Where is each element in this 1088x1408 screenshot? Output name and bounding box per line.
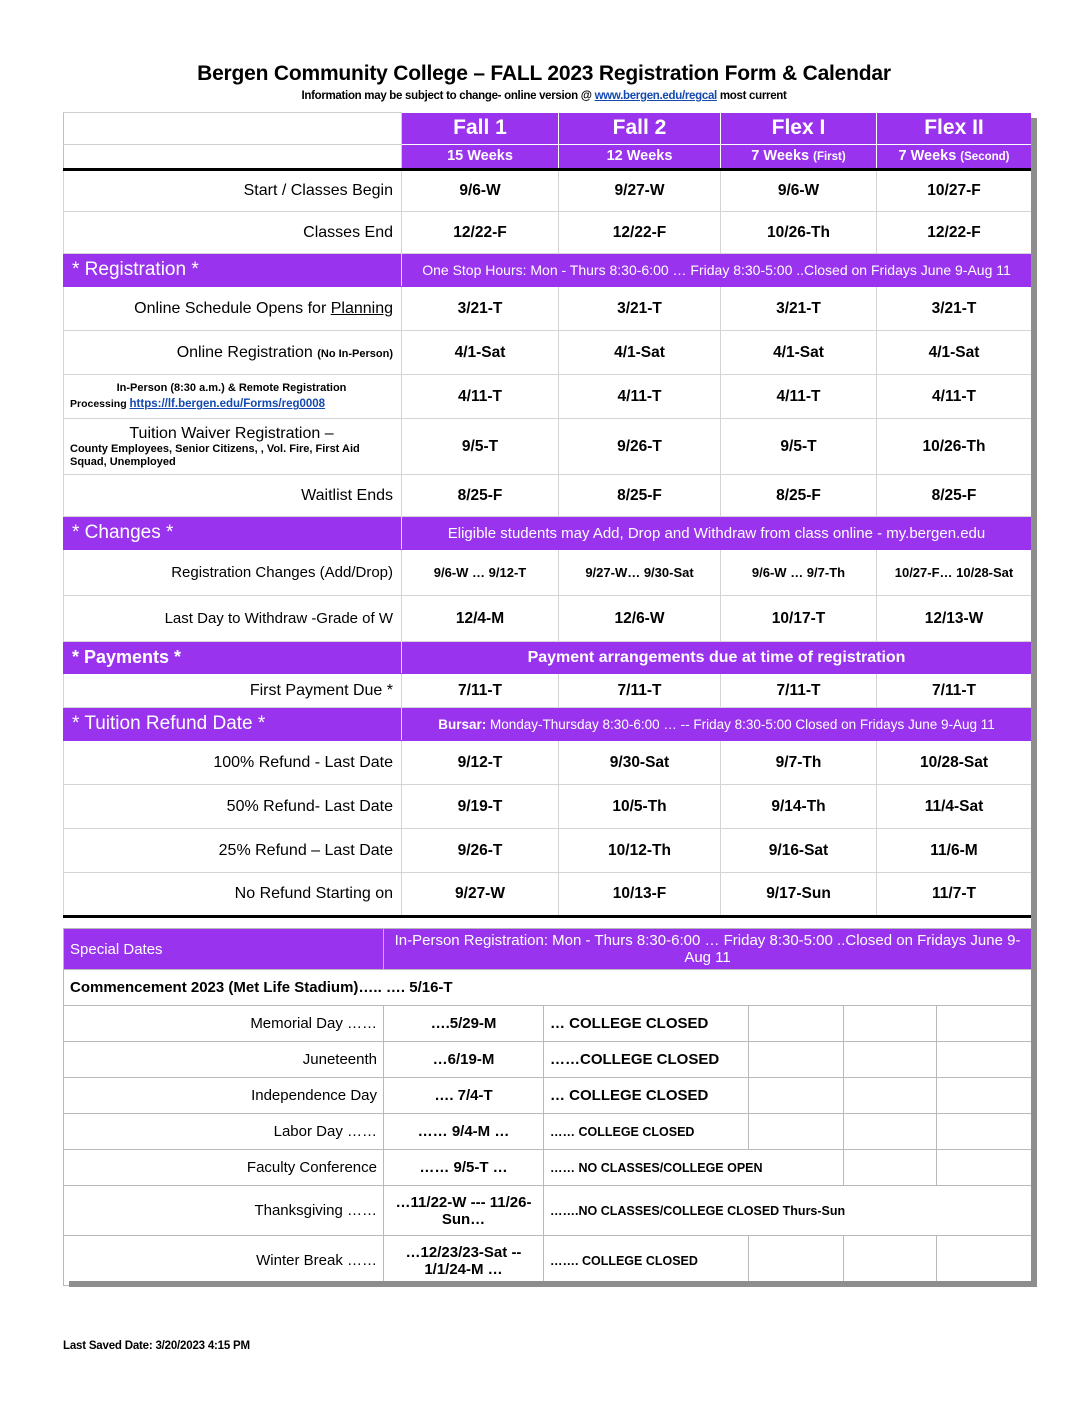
- payment-flex2: 7/11-T: [877, 674, 1032, 708]
- table-row-juneteenth: [64, 1042, 1032, 1078]
- payment-fall2: 7/11-T: [559, 674, 721, 708]
- spacer-cell-faculty-2: [937, 1150, 1032, 1186]
- term-header-flex2: Flex II: [877, 113, 1032, 145]
- special-dates-grid: [63, 928, 1032, 1286]
- weeks-flex1-note: (First): [813, 151, 846, 163]
- special-note-juneteenth: ……COLLEGE CLOSED: [544, 1042, 749, 1078]
- special-note-memorial-day: … COLLEGE CLOSED: [544, 1006, 749, 1042]
- spacer-cell-labor-3: [937, 1114, 1032, 1150]
- table-shadow-bottom: [69, 1281, 1037, 1287]
- online-reg-fall1: 4/1-Sat: [402, 331, 559, 375]
- end-fall1: 12/22-F: [402, 212, 559, 254]
- row-label-no-refund: No Refund Starting on: [64, 873, 402, 917]
- spacer-cell-indep-2: [844, 1078, 937, 1114]
- weeks-flex1-main: 7 Weeks: [751, 148, 814, 164]
- waiver-fall1: 9/5-T: [402, 419, 559, 475]
- special-dates-table: [63, 928, 1031, 1286]
- table-row-refund-25: [64, 829, 1032, 873]
- table-row-memorial-day: [64, 1006, 1032, 1042]
- changes-banner-row: [64, 517, 1032, 550]
- row-label-refund-25: 25% Refund – Last Date: [64, 829, 402, 873]
- withdraw-flex2: 12/13-W: [877, 596, 1032, 642]
- special-note-labor-day: …… COLLEGE CLOSED: [544, 1114, 749, 1150]
- special-label-thanksgiving: Thanksgiving ……: [64, 1186, 384, 1236]
- table-row-refund-100: [64, 741, 1032, 785]
- special-note-winter-break: ……. COLLEGE CLOSED: [544, 1236, 749, 1286]
- payments-banner-text: Payment arrangements due at time of registration: [402, 642, 1032, 674]
- waiver-main: Tuition Waiver Registration –: [129, 424, 334, 442]
- special-label-memorial-day: Memorial Day ……: [64, 1006, 384, 1042]
- refund-bursar-hours: Monday-Thursday 8:30-6:00 … -- Friday 8:30-5:00 Closed on Fridays June 9-Aug 11: [486, 716, 995, 732]
- regcal-link[interactable]: www.bergen.edu/regcal: [594, 90, 717, 103]
- online-reg-flex2: 4/1-Sat: [877, 331, 1032, 375]
- weeks-fall2: 12 Weeks: [559, 145, 721, 170]
- inperson-processing-label: Processing: [70, 398, 130, 411]
- table-row-start-classes: [64, 170, 1032, 212]
- online-schedule-text: Online Schedule Opens for: [134, 299, 331, 317]
- online-schedule-fall1: 3/21-T: [402, 287, 559, 331]
- spacer-cell-winter-3: [937, 1236, 1032, 1286]
- start-flex2: 10/27-F: [877, 170, 1032, 212]
- refund25-fall2: 10/12-Th: [559, 829, 721, 873]
- special-date-juneteenth: …6/19-M: [384, 1042, 544, 1078]
- end-flex1: 10/26-Th: [721, 212, 877, 254]
- online-reg-flex1: 4/1-Sat: [721, 331, 877, 375]
- end-fall2: 12/22-F: [559, 212, 721, 254]
- spacer-cell-juneteenth-1: [749, 1042, 844, 1078]
- special-note-independence-day: … COLLEGE CLOSED: [544, 1078, 749, 1114]
- weeks-header-row: [64, 145, 1032, 170]
- row-label-last-withdraw: Last Day to Withdraw -Grade of W: [64, 596, 402, 642]
- special-date-labor-day: …… 9/4-M …: [384, 1114, 544, 1150]
- start-fall2: 9/27-W: [559, 170, 721, 212]
- page-title: Bergen Community College – FALL 2023 Registration Form & Calendar: [197, 62, 891, 85]
- inperson-line1: In-Person (8:30 a.m.) & Remote Registration: [116, 381, 347, 394]
- inperson-fall1: 4/11-T: [402, 375, 559, 419]
- refund25-fall1: 9/26-T: [402, 829, 559, 873]
- table-row-first-payment: [64, 674, 1032, 708]
- row-label-refund-50: 50% Refund- Last Date: [64, 785, 402, 829]
- table-row-refund-50: [64, 785, 1032, 829]
- special-label-juneteenth: Juneteenth: [64, 1042, 384, 1078]
- refund100-flex2: 10/28-Sat: [877, 741, 1032, 785]
- term-header-fall1: Fall 1: [402, 113, 559, 145]
- row-label-start: Start / Classes Begin: [64, 170, 402, 212]
- row-label-classes-end: Classes End: [64, 212, 402, 254]
- refund25-flex2: 11/6-M: [877, 829, 1032, 873]
- waiver-fall2: 9/26-T: [559, 419, 721, 475]
- table-row-thanksgiving: [64, 1186, 1032, 1236]
- waiver-flex2: 10/26-Th: [877, 419, 1032, 475]
- online-reg-fall2: 4/1-Sat: [559, 331, 721, 375]
- spacer-cell-faculty-1: [844, 1150, 937, 1186]
- payments-banner-row: [64, 642, 1032, 674]
- special-label-winter-break: Winter Break ……: [64, 1236, 384, 1286]
- inperson-flex1: 4/11-T: [721, 375, 877, 419]
- reg0008-form-link[interactable]: https://lf.bergen.edu/Forms/reg0008: [129, 398, 326, 411]
- start-fall1: 9/6-W: [402, 170, 559, 212]
- norefund-flex2: 11/7-T: [877, 873, 1032, 917]
- table-row-labor-day: [64, 1114, 1032, 1150]
- refund25-flex1: 9/16-Sat: [721, 829, 877, 873]
- header-blank-cell: [64, 113, 402, 145]
- term-header-row: [64, 113, 1032, 145]
- table-row-no-refund: [64, 873, 1032, 917]
- spacer-cell-winter-2: [844, 1236, 937, 1286]
- special-label-faculty-conference: Faculty Conference: [64, 1150, 384, 1186]
- payments-banner-title: * Payments *: [64, 642, 402, 674]
- reg-changes-fall2: 9/27-W… 9/30-Sat: [559, 550, 721, 596]
- waitlist-flex2: 8/25-F: [877, 475, 1032, 517]
- row-label-tuition-waiver: [64, 419, 402, 475]
- online-reg-note: (No In-Person): [317, 347, 393, 360]
- waiver-sub2: Squad, Unemployed: [70, 455, 176, 468]
- row-label-first-payment: First Payment Due *: [64, 674, 402, 708]
- start-flex1: 9/6-W: [721, 170, 877, 212]
- refund100-fall1: 9/12-T: [402, 741, 559, 785]
- special-date-memorial-day: ….5/29-M: [384, 1006, 544, 1042]
- norefund-fall2: 10/13-F: [559, 873, 721, 917]
- norefund-flex1: 9/17-Sun: [721, 873, 877, 917]
- row-label-registration-changes: Registration Changes (Add/Drop): [64, 550, 402, 596]
- row-label-refund-100: 100% Refund - Last Date: [64, 741, 402, 785]
- row-label-online-schedule: [64, 287, 402, 331]
- main-calendar-table: [63, 112, 1031, 918]
- special-dates-banner-row: [64, 929, 1032, 970]
- weeks-flex2: [877, 145, 1032, 170]
- table-row-commencement: [64, 970, 1032, 1006]
- waitlist-fall2: 8/25-F: [559, 475, 721, 517]
- weeks-fall1: 15 Weeks: [402, 145, 559, 170]
- table-row-online-registration: [64, 331, 1032, 375]
- spacer-cell-labor-1: [749, 1114, 844, 1150]
- withdraw-fall2: 12/6-W: [559, 596, 721, 642]
- inperson-flex2: 4/11-T: [877, 375, 1032, 419]
- table-row-classes-end: [64, 212, 1032, 254]
- refund-banner-title: * Tuition Refund Date *: [64, 708, 402, 741]
- end-flex2: 12/22-F: [877, 212, 1032, 254]
- calendar-grid: [63, 112, 1032, 918]
- spacer-cell-indep-3: [937, 1078, 1032, 1114]
- spacer-cell-juneteenth-3: [937, 1042, 1032, 1078]
- spacer-cell-winter-1: [749, 1236, 844, 1286]
- weeks-flex2-main: 7 Weeks: [898, 148, 961, 164]
- weeks-flex2-note: (Second): [960, 151, 1010, 163]
- subtitle-suffix: most current: [716, 90, 787, 103]
- registration-banner-text: One Stop Hours: Mon - Thurs 8:30-6:00 … Friday 8:30-5:00 ..Closed on Fridays June 9-Aug 11: [402, 254, 1032, 287]
- special-label-labor-day: Labor Day ……: [64, 1114, 384, 1150]
- table-row-winter-break: [64, 1236, 1032, 1286]
- special-date-winter-break: …12/23/23-Sat -- 1/1/24-M …: [384, 1236, 544, 1286]
- table-row-tuition-waiver: [64, 419, 1032, 475]
- refund100-flex1: 9/7-Th: [721, 741, 877, 785]
- special-note-thanksgiving: …….NO CLASSES/COLLEGE CLOSED Thurs-Sun: [544, 1186, 1032, 1236]
- last-saved-footer: Last Saved Date: 3/20/2023 4:15 PM: [63, 1340, 250, 1352]
- special-note-faculty-conference: …… NO CLASSES/COLLEGE OPEN: [544, 1150, 844, 1186]
- withdraw-fall1: 12/4-M: [402, 596, 559, 642]
- changes-banner-title: * Changes *: [64, 517, 402, 550]
- term-header-fall2: Fall 2: [559, 113, 721, 145]
- refund50-fall1: 9/19-T: [402, 785, 559, 829]
- page-subtitle: [0, 90, 1088, 102]
- online-schedule-flex2: 3/21-T: [877, 287, 1032, 331]
- registration-banner-row: [64, 254, 1032, 287]
- spacer-cell-labor-2: [844, 1114, 937, 1150]
- weeks-flex1: [721, 145, 877, 170]
- special-date-faculty-conference: …… 9/5-T …: [384, 1150, 544, 1186]
- special-label-independence-day: Independence Day: [64, 1078, 384, 1114]
- row-label-waitlist: Waitlist Ends: [64, 475, 402, 517]
- refund-banner-row: [64, 708, 1032, 741]
- inperson-line2: [70, 394, 393, 411]
- term-header-flex1: Flex I: [721, 113, 877, 145]
- refund-banner-text: [402, 708, 1032, 741]
- waiver-flex1: 9/5-T: [721, 419, 877, 475]
- waitlist-flex1: 8/25-F: [721, 475, 877, 517]
- special-date-independence-day: …. 7/4-T: [384, 1078, 544, 1114]
- reg-changes-flex1: 9/6-W … 9/7-Th: [721, 550, 877, 596]
- refund-bursar-label: Bursar:: [438, 716, 487, 732]
- table-row-inperson-remote: [64, 375, 1032, 419]
- reg-changes-fall1: 9/6-W … 9/12-T: [402, 550, 559, 596]
- table-row-waitlist-ends: [64, 475, 1032, 517]
- table-row-faculty-conference: [64, 1150, 1032, 1186]
- registration-banner-title: * Registration *: [64, 254, 402, 287]
- row-label-inperson-remote: [64, 375, 402, 419]
- table-row-online-schedule: [64, 287, 1032, 331]
- norefund-fall1: 9/27-W: [402, 873, 559, 917]
- spacer-cell-memorial-1: [749, 1006, 844, 1042]
- special-dates-banner-title: Special Dates: [64, 929, 384, 970]
- table-row-last-withdraw: [64, 596, 1032, 642]
- commencement-text: Commencement 2023 (Met Life Stadium)….. …. 5/16-T: [64, 970, 1032, 1006]
- subtitle-prefix: Information may be subject to change- online version @: [301, 90, 595, 103]
- reg-changes-flex2: 10/27-F… 10/28-Sat: [877, 550, 1032, 596]
- inperson-fall2: 4/11-T: [559, 375, 721, 419]
- refund50-fall2: 10/5-Th: [559, 785, 721, 829]
- payment-flex1: 7/11-T: [721, 674, 877, 708]
- special-date-thanksgiving: …11/22-W --- 11/26-Sun…: [384, 1186, 544, 1236]
- spacer-cell-juneteenth-2: [844, 1042, 937, 1078]
- table-row-registration-changes: [64, 550, 1032, 596]
- spacer-cell-memorial-3: [937, 1006, 1032, 1042]
- weeks-blank-cell: [64, 145, 402, 170]
- refund50-flex1: 9/14-Th: [721, 785, 877, 829]
- spacer-cell-memorial-2: [844, 1006, 937, 1042]
- payment-fall1: 7/11-T: [402, 674, 559, 708]
- table-shadow-right: [1031, 118, 1037, 1287]
- withdraw-flex1: 10/17-T: [721, 596, 877, 642]
- spacer-cell-indep-1: [749, 1078, 844, 1114]
- waitlist-fall1: 8/25-F: [402, 475, 559, 517]
- online-reg-text: Online Registration: [176, 343, 318, 361]
- waiver-sub1: County Employees, Senior Citizens, , Vol. Fire, First Aid: [70, 443, 360, 456]
- table-row-independence-day: [64, 1078, 1032, 1114]
- online-schedule-fall2: 3/21-T: [559, 287, 721, 331]
- online-schedule-underline: Planning: [330, 299, 393, 317]
- refund100-fall2: 9/30-Sat: [559, 741, 721, 785]
- online-schedule-flex1: 3/21-T: [721, 287, 877, 331]
- changes-banner-text: Eligible students may Add, Drop and Withdraw from class online - my.bergen.edu: [402, 517, 1032, 550]
- row-label-online-registration: [64, 331, 402, 375]
- refund50-flex2: 11/4-Sat: [877, 785, 1032, 829]
- special-dates-banner-text: In-Person Registration: Mon - Thurs 8:30-6:00 … Friday 8:30-5:00 ..Closed on Fridays June 9-Aug 11: [384, 929, 1032, 970]
